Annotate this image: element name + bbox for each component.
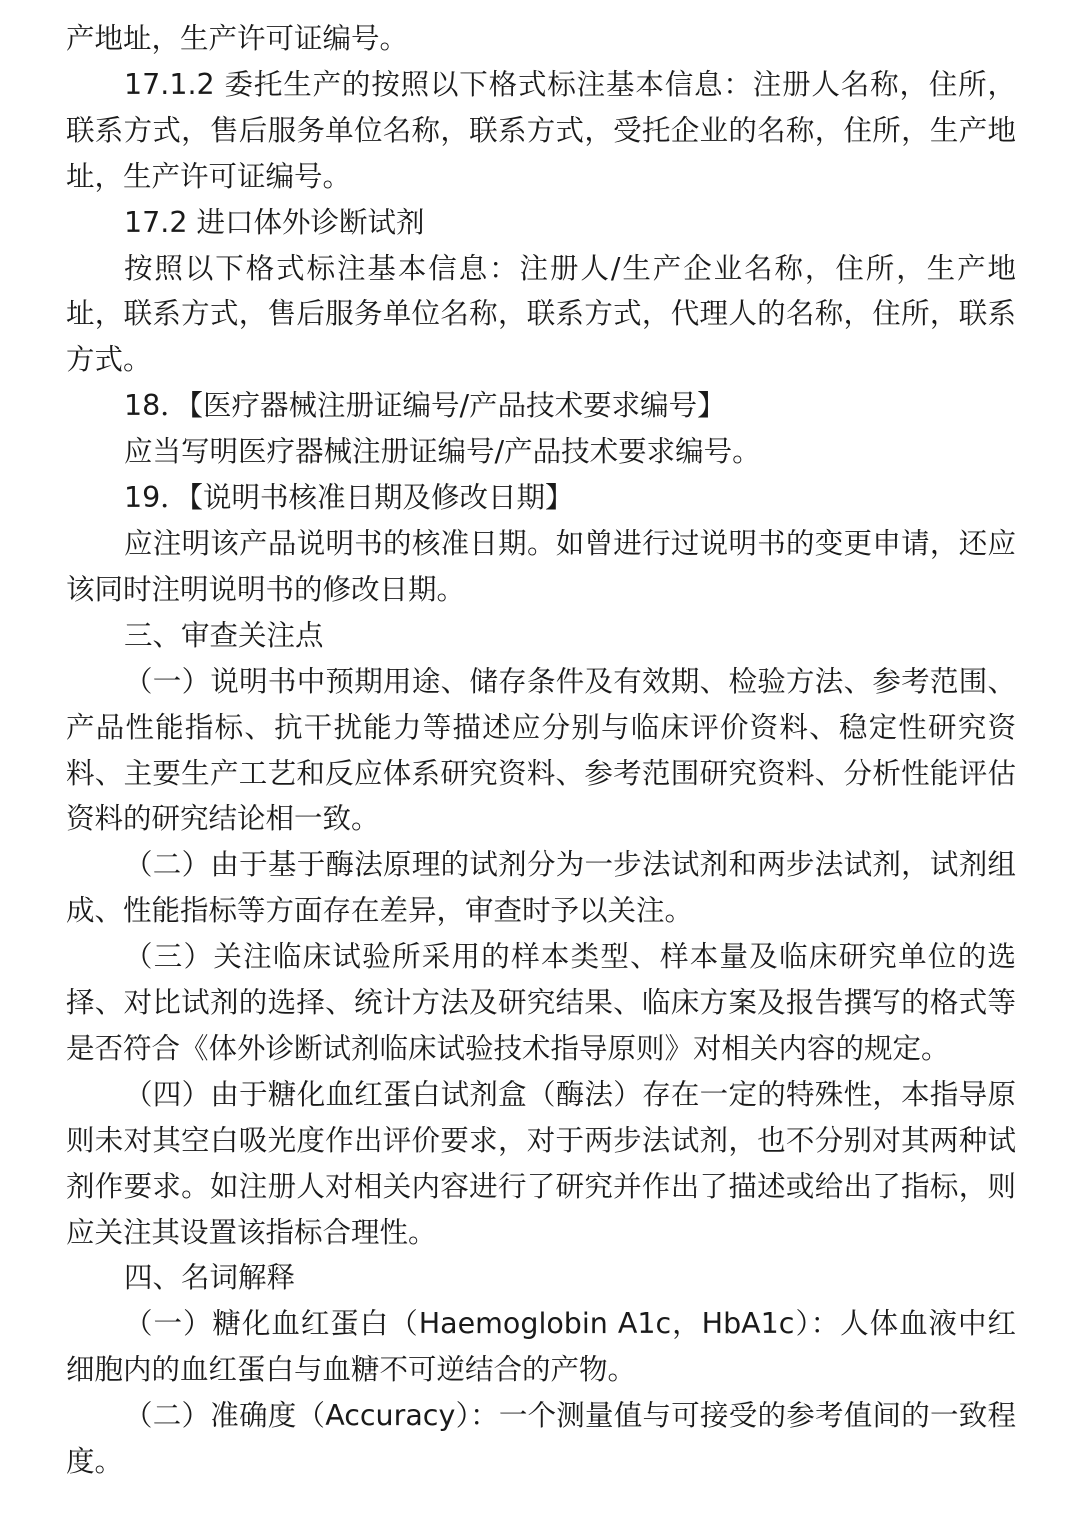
paragraph-9: 三、审查关注点: [124, 618, 324, 652]
document-body: [66, 16, 1016, 1485]
paragraph-12: （三）关注临床试验所采用的样本类型、样本量及临床研究单位的选择、对比试剂的选择、统计方法及研究结果、临床方案及报告撰写的格式等是否符合《体外诊断试剂临床试验技术指导原则》对相关内容的规定。: [66, 940, 1016, 1065]
paragraph-16: （二）准确度（Accuracy）：一个测量值与可接受的参考值间的一致程度。: [66, 1399, 1016, 1479]
paragraph-3: 17.2 进口体外诊断试剂: [124, 205, 425, 239]
paragraph-2: 17.1.2 委托生产的按照以下格式标注基本信息：注册人名称，住所，联系方式，售后服务单位名称，联系方式，受托企业的名称，住所，生产地址，生产许可证编号。: [66, 67, 1016, 193]
paragraph-11: （二）由于基于酶法原理的试剂分为一步法试剂和两步法试剂，试剂组成、性能指标等方面存在差异，审查时予以关注。: [66, 848, 1016, 928]
paragraph-6: 应当写明医疗器械注册证编号/产品技术要求编号。: [124, 435, 761, 469]
paragraph-4: 按照以下格式标注基本信息：注册人/生产企业名称，住所，生产地址，联系方式，售后服务单位名称，联系方式，代理人的名称，住所，联系方式。: [66, 251, 1016, 377]
paragraph-10: （一）说明书中预期用途、储存条件及有效期、检验方法、参考范围、产品性能指标、抗干扰能力等描述应分别与临床评价资料、稳定性研究资料、主要生产工艺和反应体系研究资料、参考范围研究资料、分析性能评估资料的研究结论相一致。: [66, 664, 1016, 836]
paragraph-13: （四）由于糖化血红蛋白试剂盒（酶法）存在一定的特殊性，本指导原则未对其空白吸光度作出评价要求，对于两步法试剂，也不分别对其两种试剂作要求。如注册人对相关内容进行了研究并作出了描述或给出了指标，则应关注其设置该指标合理性。: [66, 1077, 1016, 1249]
paragraph-8: 应注明该产品说明书的核准日期。如曾进行过说明书的变更申请，还应该同时注明说明书的修改日期。: [66, 526, 1016, 606]
paragraph-1: 产地址，生产许可证编号。: [66, 22, 409, 55]
paragraph-5: 18．【医疗器械注册证编号/产品技术要求编号】: [124, 389, 726, 423]
paragraph-7: 19．【说明书核准日期及修改日期】: [124, 481, 574, 515]
paragraph-14: 四、名词解释: [124, 1261, 296, 1295]
paragraph-15: （一）糖化血红蛋白（Haemoglobin A1c，HbA1c）：人体血液中红细胞内的血红蛋白与血糖不可逆结合的产物。: [66, 1307, 1016, 1387]
